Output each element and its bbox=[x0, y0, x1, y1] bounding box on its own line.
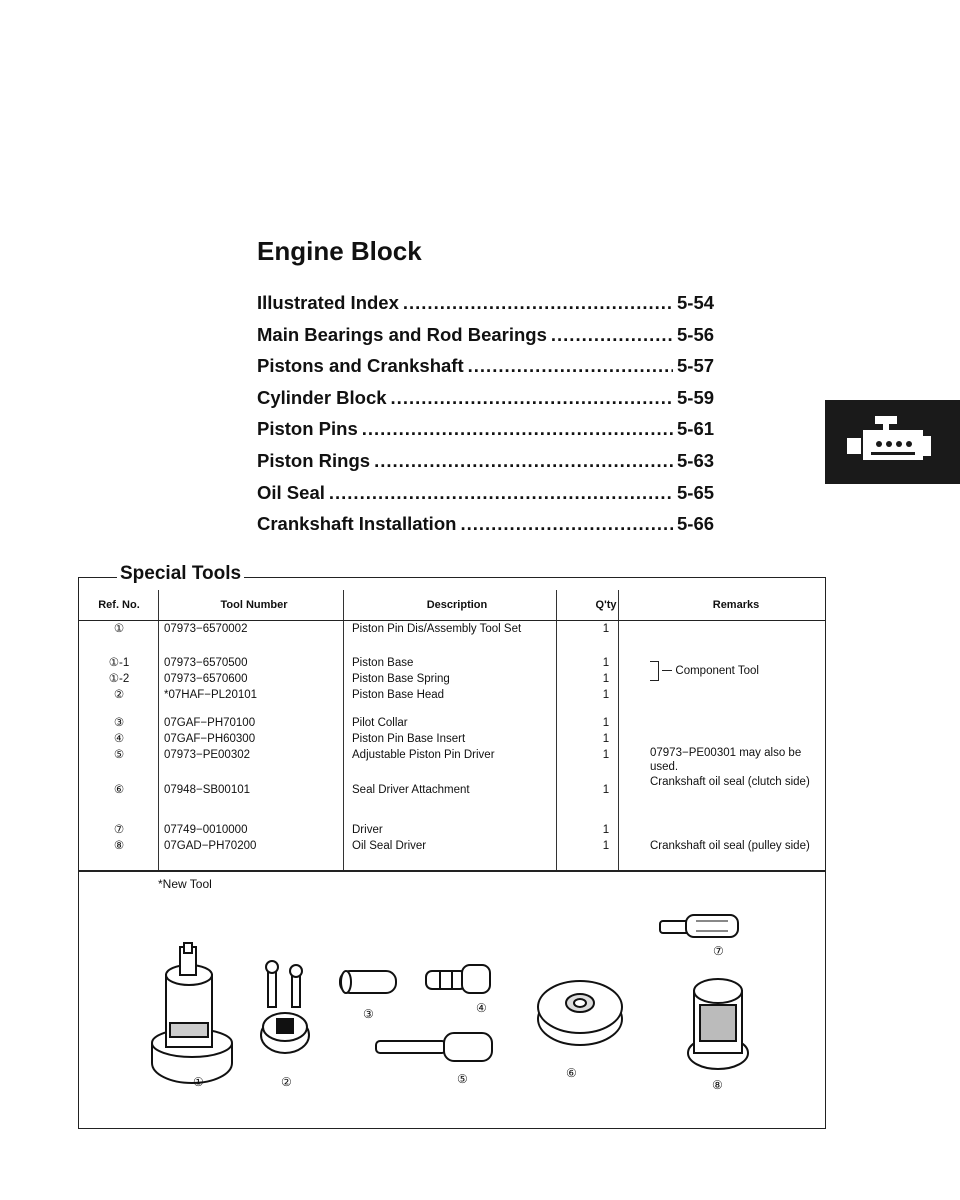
caption-tool-4: ④ bbox=[476, 1001, 487, 1015]
toc-label: Piston Rings bbox=[257, 449, 371, 471]
toc-page: 5-56 bbox=[677, 323, 715, 345]
toc-page: 5-57 bbox=[677, 355, 715, 377]
toc-label: Piston Pins bbox=[257, 418, 358, 440]
remark-r6: Crankshaft oil seal (clutch side) bbox=[650, 775, 810, 788]
toc-page: 5-59 bbox=[677, 386, 715, 408]
component-bracket-icon bbox=[650, 661, 659, 681]
toc-entry[interactable] bbox=[257, 324, 747, 356]
section-tab bbox=[825, 400, 960, 484]
table-of-contents bbox=[257, 292, 747, 545]
toc-page: 5-63 bbox=[677, 449, 715, 471]
toc-entry[interactable] bbox=[257, 482, 747, 514]
tool-2-drawing bbox=[261, 961, 309, 1053]
tool-4-drawing bbox=[426, 965, 490, 993]
toc-label: Oil Seal bbox=[257, 481, 325, 503]
toc-page: 5-65 bbox=[677, 481, 715, 503]
remark-r8: Crankshaft oil seal (pulley side) bbox=[650, 839, 810, 852]
table-row: ④ 07GAF−PH60300 Piston Pin Base Insert 1 07973−PE00301 may also be used. bbox=[78, 731, 826, 747]
col-header-qty: Q'ty bbox=[566, 590, 646, 621]
toc-entry[interactable] bbox=[257, 355, 747, 387]
toc-entry[interactable] bbox=[257, 387, 747, 419]
caption-tool-1: ① bbox=[193, 1075, 204, 1089]
table-row: ③ 07GAF−PH70100 Pilot Collar 1 bbox=[113, 716, 610, 729]
toc-entry[interactable] bbox=[257, 513, 747, 545]
page-title: Engine Block bbox=[257, 236, 422, 266]
remark-r5: 07973−PE00301 may also be used. bbox=[650, 746, 802, 773]
toc-page: 5-54 bbox=[677, 292, 715, 313]
toc-entry[interactable] bbox=[257, 450, 747, 482]
tool-3-drawing bbox=[340, 971, 396, 993]
tool-5-drawing bbox=[376, 1033, 492, 1061]
table-row: ⑦ 07749−0010000 Driver 1 Crankshaft oil seal (pulley side) bbox=[78, 817, 826, 838]
toc-label: Pistons and Crankshaft bbox=[257, 355, 464, 377]
toc-entry[interactable] bbox=[257, 292, 747, 324]
col-header-tool-number: Tool Number bbox=[160, 590, 348, 621]
toc-page: 5-61 bbox=[677, 418, 715, 440]
caption-tool-6: ⑥ bbox=[566, 1066, 577, 1080]
toc-label: Crankshaft Installation bbox=[257, 513, 457, 535]
caption-tool-7: ⑦ bbox=[713, 944, 724, 958]
special-tools-table bbox=[78, 590, 826, 854]
table-row: ①-2 07973−6570600 Piston Base Spring 1 bbox=[108, 672, 610, 685]
caption-tool-8: ⑧ bbox=[712, 1078, 723, 1092]
tool-8-drawing bbox=[688, 979, 748, 1069]
table-row: ⑥ 07948−SB00101 Seal Driver Attachment 1 Crankshaft oil seal (clutch side) bbox=[78, 775, 826, 817]
col-header-remarks: Remarks bbox=[646, 590, 826, 621]
toc-label: Illustrated Index bbox=[257, 292, 399, 313]
special-tools-heading: Special Tools bbox=[117, 563, 244, 585]
table-row: ⑤ 07973−PE00302 Adjustable Piston Pin Driver 1 bbox=[113, 748, 610, 761]
col-header-ref: Ref. No. bbox=[78, 590, 160, 621]
col-header-description: Description bbox=[348, 590, 566, 621]
toc-page: 5-66 bbox=[677, 513, 715, 535]
tool-1-drawing bbox=[152, 943, 232, 1083]
tool-6-drawing bbox=[538, 981, 622, 1045]
table-row: ①-1 07973−6570500 Piston Base 1 Component Tool bbox=[78, 655, 826, 671]
table-row: ⑧ 07GAD−PH70200 Oil Seal Driver 1 bbox=[113, 839, 610, 852]
new-tool-note: *New Tool bbox=[158, 877, 212, 891]
toc-entry[interactable] bbox=[257, 418, 747, 450]
remark-component-tool: Component Tool bbox=[675, 664, 759, 677]
caption-tool-3: ③ bbox=[363, 1007, 374, 1021]
toc-label: Main Bearings and Rod Bearings bbox=[257, 323, 547, 345]
engine-icon bbox=[845, 414, 935, 470]
table-row: ① 07973−6570002 Piston Pin Dis/Assembly Tool Set 1 bbox=[113, 623, 610, 635]
table-row: ② *07HAF−PL20101 Piston Base Head 1 bbox=[113, 688, 610, 701]
tool-7-drawing bbox=[660, 915, 738, 937]
caption-tool-2: ② bbox=[281, 1075, 292, 1089]
toc-label: Cylinder Block bbox=[257, 386, 387, 408]
caption-tool-5: ⑤ bbox=[457, 1072, 468, 1086]
